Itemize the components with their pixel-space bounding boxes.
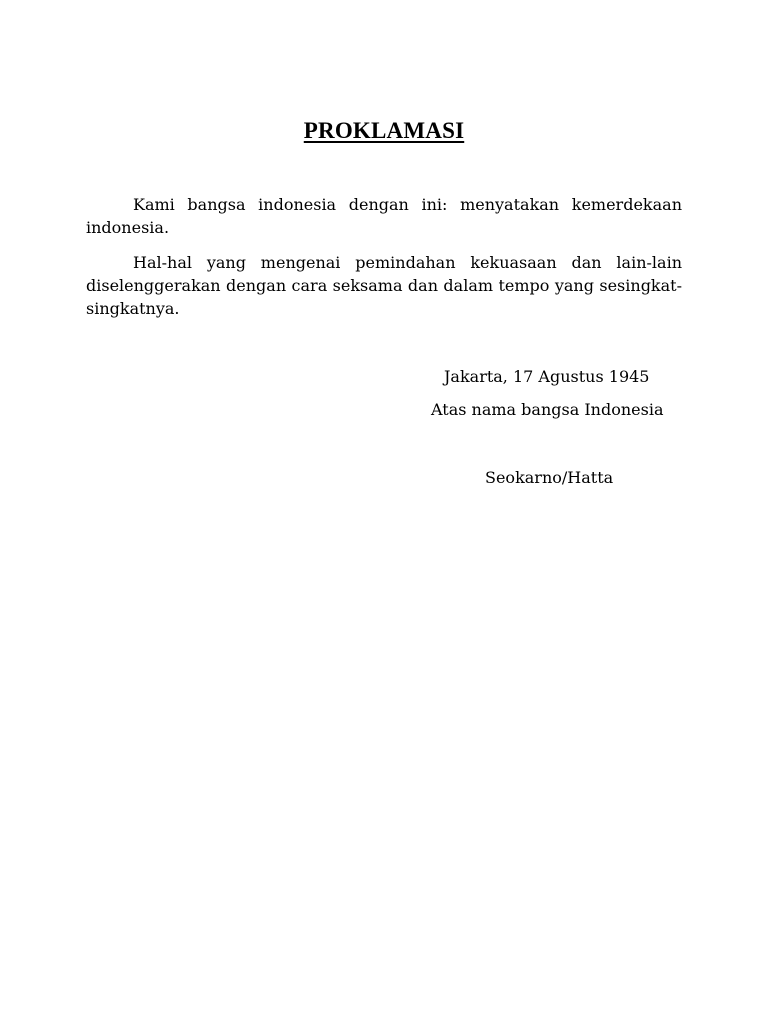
signature-on-behalf: Atas nama bangsa Indonesia <box>431 400 664 419</box>
paragraph-declaration: Kami bangsa indonesia dengan ini: menyatakan kemerdekaan indonesia. <box>86 195 682 237</box>
signature-names: Seokarno/Hatta <box>485 468 614 487</box>
document-title: PROKLAMASI <box>303 118 465 143</box>
paragraph-transfer-of-power: Hal-hal yang mengenai pemindahan kekuasaan dan lain-lain diselenggerakan dengan cara seksama dan dalam tempo yang sesingkat-singkatnya. <box>86 253 682 318</box>
signature-place-date: Jakarta, 17 Agustus 1945 <box>444 367 650 386</box>
